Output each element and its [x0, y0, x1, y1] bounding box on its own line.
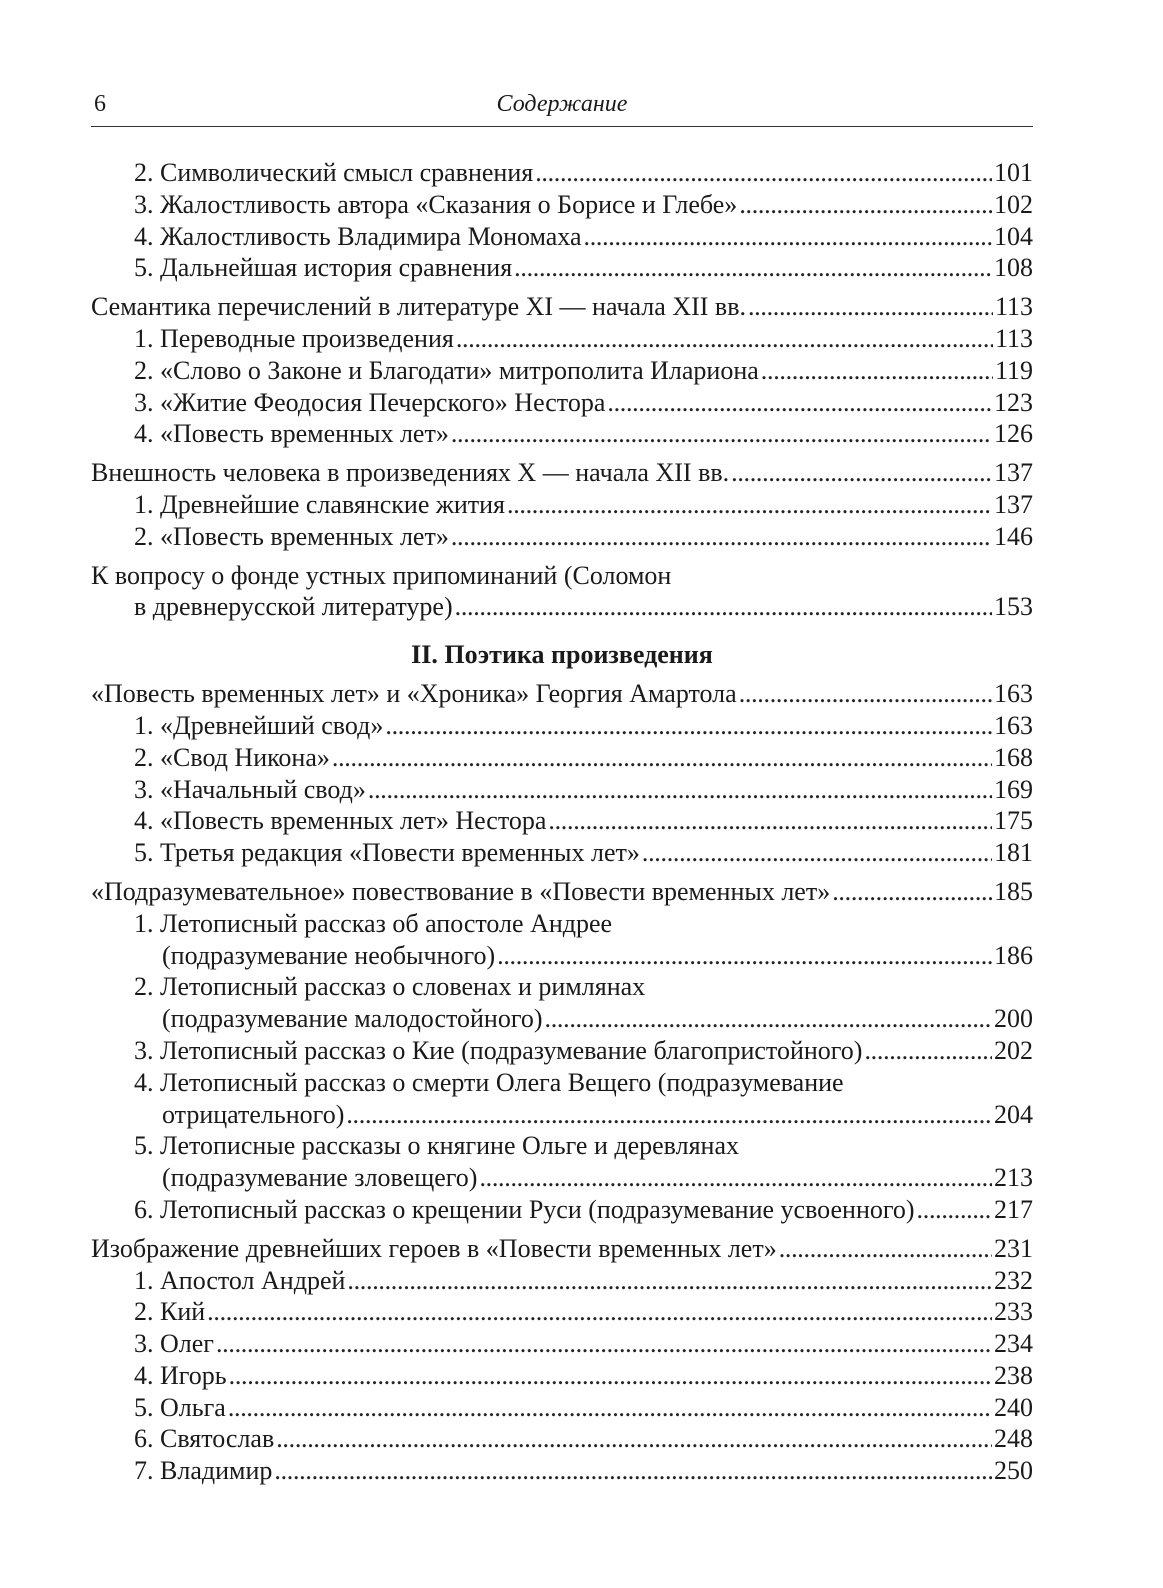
dot-leader — [761, 355, 993, 387]
toc-entry[interactable] — [91, 1194, 1033, 1226]
toc-entry-title: 1. Древнейшие славянские жития — [134, 489, 505, 519]
toc-entry-title: 6. Святослав — [134, 1424, 275, 1454]
toc-entry-line1[interactable] — [91, 1067, 1033, 1099]
toc-entry-page: 137 — [994, 489, 1033, 519]
toc-entry-title: 1. Апостол Андрей — [134, 1265, 346, 1295]
toc-entry-title: 5. Дальнейшая история сравнения — [134, 253, 513, 283]
toc-entry-title: 4. Игорь — [134, 1360, 227, 1390]
page-number: 6 — [94, 91, 106, 117]
toc-entry[interactable] — [91, 1328, 1033, 1360]
dot-leader — [274, 1455, 992, 1487]
toc-entry[interactable] — [91, 323, 1033, 355]
running-title: Содержание — [496, 91, 628, 117]
toc-entry-title: 5. Ольга — [134, 1392, 226, 1422]
dot-leader — [832, 876, 992, 908]
dot-leader — [347, 1265, 992, 1297]
toc-entry[interactable] — [91, 805, 1033, 837]
toc-entry[interactable] — [91, 157, 1033, 189]
toc-entry[interactable] — [91, 1265, 1033, 1297]
dot-leader — [548, 805, 992, 837]
toc-entry-line2[interactable] — [91, 940, 1033, 972]
dot-leader — [864, 1035, 992, 1067]
toc-chapter-page: 163 — [994, 679, 1033, 709]
toc-chapter-title: К вопросу о фонде устных припоминаний (Соломон — [91, 560, 672, 590]
toc-entry-page: 113 — [994, 323, 1033, 353]
toc-chapter[interactable] — [91, 457, 1033, 489]
toc-entry-page: 175 — [994, 806, 1033, 836]
toc-entry-page: 248 — [994, 1424, 1033, 1454]
toc-chapter-line1[interactable] — [91, 560, 1033, 592]
toc-entry-page: 102 — [994, 189, 1033, 219]
toc-entry-page: 217 — [994, 1194, 1033, 1224]
dot-leader — [739, 189, 992, 221]
toc-entry[interactable] — [91, 1035, 1033, 1067]
dot-leader — [497, 940, 992, 972]
toc-entry-title: 1. Переводные произведения — [134, 323, 454, 353]
toc-entry-page: 186 — [994, 940, 1033, 970]
dot-leader — [368, 774, 992, 806]
dot-leader — [207, 1296, 992, 1328]
toc-entry-page: 108 — [994, 253, 1033, 283]
dot-leader — [917, 1194, 992, 1226]
toc-entry[interactable] — [91, 1296, 1033, 1328]
toc-entry-title: 5. Летописные рассказы о княгине Ольге и деревлянах — [134, 1131, 739, 1161]
toc-entry-title: 3. Олег — [134, 1329, 214, 1359]
toc-entry-page: 123 — [994, 387, 1033, 417]
toc-entry[interactable] — [91, 418, 1033, 450]
toc-entry-title-cont: (подразумевание необычного) — [162, 940, 496, 970]
dot-leader — [451, 418, 992, 450]
toc-chapter-page: 137 — [994, 458, 1033, 488]
toc-chapter[interactable] — [91, 876, 1033, 908]
toc-entry-title: 4. «Повесть временных лет» — [134, 419, 449, 449]
toc-entry-title: 2. Летописный рассказ о словенах и римлянах — [134, 972, 646, 1002]
toc-entry-page: 238 — [994, 1360, 1033, 1390]
toc-entry-page: 202 — [994, 1035, 1033, 1065]
toc-entry-title: 5. Третья редакция «Повести временных лет» — [134, 838, 640, 868]
dot-leader — [346, 1099, 992, 1131]
toc-entry-title: 7. Владимир — [134, 1456, 273, 1486]
running-header — [91, 88, 1033, 127]
dot-leader — [332, 742, 992, 774]
toc-entry[interactable] — [91, 252, 1033, 284]
toc-entry-title: 4. Летописный рассказ о смерти Олега Вещего (подразумевание — [134, 1067, 844, 1097]
toc-chapter[interactable] — [91, 1233, 1033, 1265]
dot-leader — [229, 1360, 992, 1392]
toc-entry[interactable] — [91, 221, 1033, 253]
toc-chapter-line2[interactable] — [91, 591, 1033, 623]
toc-entry[interactable] — [91, 489, 1033, 521]
toc-entry-line1[interactable] — [91, 1130, 1033, 1162]
dot-leader — [455, 591, 992, 623]
dot-leader — [276, 1423, 992, 1455]
toc-entry-page: 169 — [994, 774, 1033, 804]
toc-entry[interactable] — [91, 837, 1033, 869]
toc-entry-page: 233 — [994, 1297, 1033, 1327]
dot-leader — [739, 678, 992, 710]
dot-leader — [545, 1003, 992, 1035]
toc-chapter-title: Внешность человека в произведениях X — начала XII вв. — [91, 458, 730, 488]
toc-chapter[interactable] — [91, 291, 1033, 323]
dot-leader — [479, 1162, 992, 1194]
dot-leader — [514, 252, 992, 284]
toc-chapter-title: Изображение древнейших героев в «Повести временных лет» — [91, 1233, 777, 1263]
toc-entry-title: 4. «Повесть временных лет» Нестора — [134, 806, 547, 836]
toc-entry-title: 1. Летописный рассказ об апостоле Андрее — [134, 908, 613, 938]
toc-chapter-page: 231 — [994, 1233, 1033, 1263]
toc-entry-page: 200 — [994, 1004, 1033, 1034]
toc-entry[interactable] — [91, 1360, 1033, 1392]
toc-entry-title: 2. Кий — [134, 1297, 206, 1327]
toc-entry[interactable] — [91, 1392, 1033, 1424]
toc-entry-page: 204 — [994, 1099, 1033, 1129]
toc-entry-page: 101 — [994, 158, 1033, 187]
dot-leader — [456, 323, 993, 355]
toc-entry-title: 2. «Свод Никона» — [134, 742, 330, 772]
toc-entry-page: 126 — [994, 419, 1033, 449]
toc-chapter-title: «Повесть временных лет» и «Хроника» Георгия Амартола — [91, 679, 737, 709]
toc-entry-line2[interactable] — [91, 1162, 1033, 1194]
toc-chapter-title: «Подразумевательное» повествование в «Повести временных лет» — [91, 876, 831, 906]
dot-leader — [228, 1392, 992, 1424]
toc-entry-title: 2. Символический смысл сравнения — [134, 158, 534, 187]
toc-entry-title: 3. «Житие Феодосия Печерского» Нестора — [134, 387, 606, 417]
toc-entry-page: 240 — [994, 1392, 1033, 1422]
dot-leader — [731, 457, 992, 489]
toc-entry-line1[interactable] — [91, 971, 1033, 1003]
toc-entry[interactable] — [91, 387, 1033, 419]
table-of-contents — [91, 157, 1033, 1487]
toc-entry-page: 163 — [994, 710, 1033, 740]
toc-entry[interactable] — [91, 774, 1033, 806]
toc-entry[interactable] — [91, 189, 1033, 221]
toc-chapter-page: 153 — [994, 592, 1033, 622]
toc-entry-title: 2. «Слово о Законе и Благодати» митрополита Илариона — [134, 355, 759, 385]
toc-entry-line1[interactable] — [91, 908, 1033, 940]
toc-entry-line2[interactable] — [91, 1099, 1033, 1131]
toc-entry-page: 232 — [994, 1265, 1033, 1295]
dot-leader — [584, 221, 993, 253]
toc-chapter-title: Семантика перечислений в литературе XI — начала XII вв. — [91, 292, 746, 322]
toc-entry-page: 146 — [994, 521, 1033, 551]
toc-entry-line2[interactable] — [91, 1003, 1033, 1035]
toc-entry[interactable] — [91, 521, 1033, 553]
toc-entry-page: 119 — [994, 355, 1033, 385]
toc-chapter-page: 113 — [994, 292, 1033, 322]
dot-leader — [535, 157, 992, 189]
toc-entry-title-cont: отрицательного) — [162, 1099, 345, 1129]
toc-entry-title-cont: (подразумевание малодостойного) — [162, 1004, 543, 1034]
dot-leader — [779, 1233, 992, 1265]
dot-leader — [642, 837, 992, 869]
toc-entry-page: 168 — [994, 742, 1033, 772]
toc-entry-title: 3. «Начальный свод» — [134, 774, 366, 804]
toc-entry-title: 2. «Повесть временных лет» — [134, 521, 449, 551]
toc-entry-page: 181 — [994, 838, 1033, 868]
toc-chapter-page: 185 — [994, 876, 1033, 906]
toc-chapter[interactable] — [91, 678, 1033, 710]
toc-entry[interactable] — [91, 1423, 1033, 1455]
dot-leader — [748, 291, 993, 323]
toc-entry-page: 213 — [994, 1163, 1033, 1193]
toc-entry[interactable] — [91, 742, 1033, 774]
toc-entry-title: 1. «Древнейший свод» — [134, 710, 384, 740]
toc-entry-title: 3. Летописный рассказ о Кие (подразумевание благопристойного) — [134, 1035, 863, 1065]
toc-entry[interactable] — [91, 710, 1033, 742]
dot-leader — [216, 1328, 992, 1360]
toc-entry[interactable] — [91, 1455, 1033, 1487]
toc-entry-page: 234 — [994, 1329, 1033, 1359]
section-heading: II. Поэтика произведения — [411, 640, 713, 670]
dot-leader — [385, 710, 992, 742]
dot-leader — [507, 489, 992, 521]
toc-entry-page: 104 — [994, 221, 1033, 251]
toc-entry[interactable] — [91, 355, 1033, 387]
toc-entry-title-cont: (подразумевание зловещего) — [162, 1163, 478, 1193]
toc-entry-title: 3. Жалостливость автора «Сказания о Борисе и Глебе» — [134, 189, 738, 219]
toc-entry-page: 250 — [994, 1456, 1033, 1486]
toc-entry-title: 6. Летописный рассказ о крещении Руси (подразумевание усвоенного) — [134, 1194, 915, 1224]
toc-entry-title: 4. Жалостливость Владимира Мономаха — [134, 221, 582, 251]
dot-leader — [451, 521, 992, 553]
toc-chapter-title-cont: в древнерусской литературе) — [134, 592, 453, 622]
dot-leader — [607, 387, 992, 419]
